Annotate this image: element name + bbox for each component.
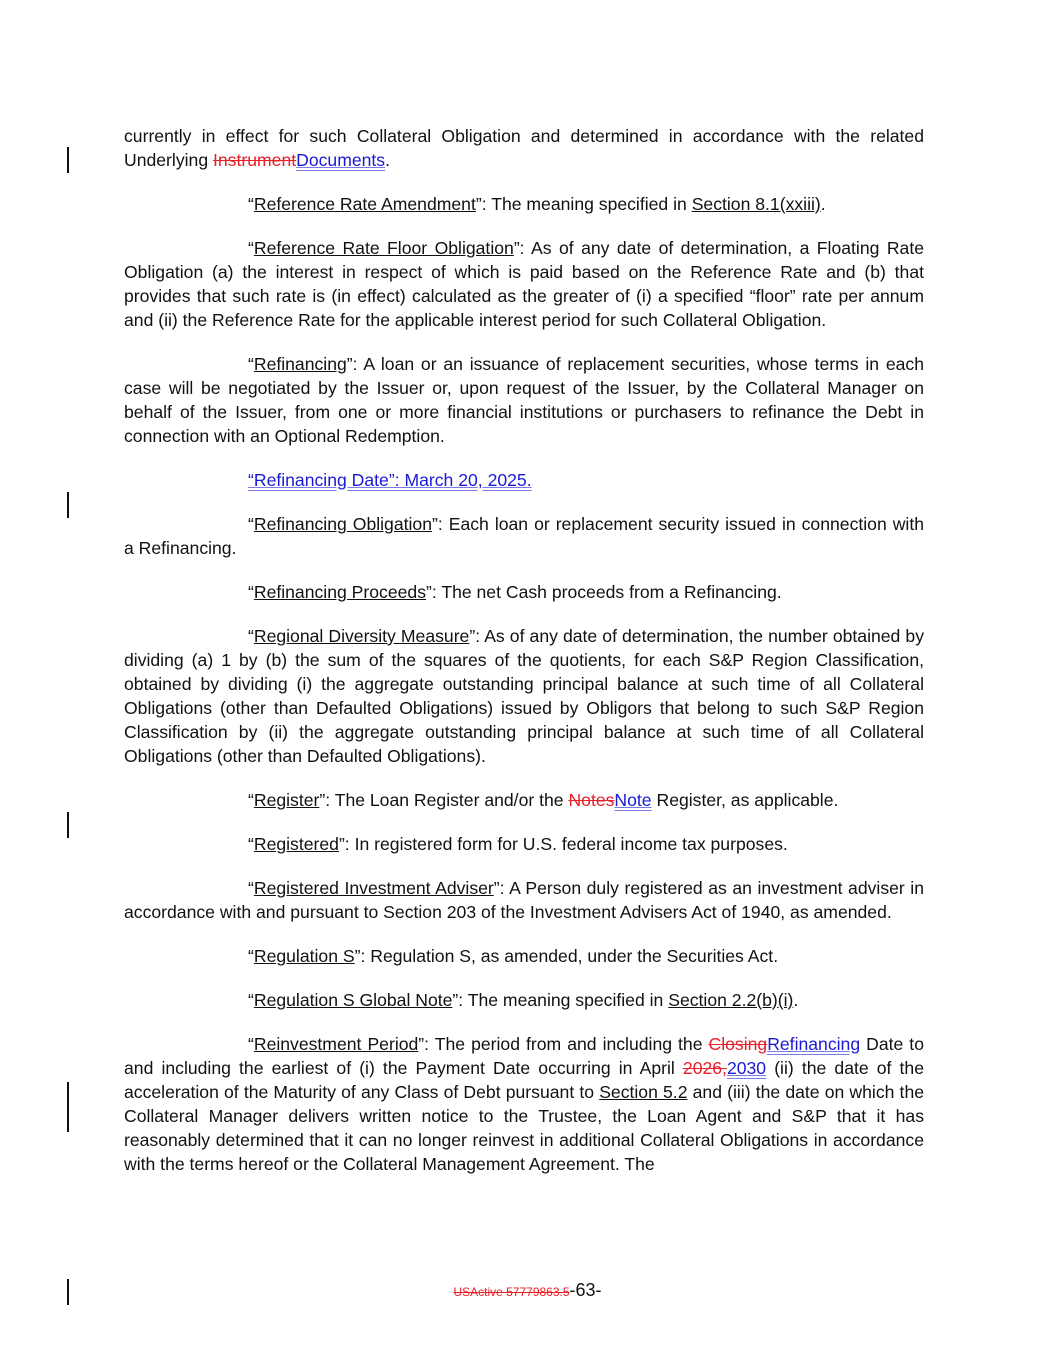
change-bar: [67, 492, 69, 518]
text: “: [248, 834, 254, 854]
definition-refinancing-obligation: [124, 512, 924, 560]
change-bar: [67, 147, 69, 173]
defined-term: Registered Investment Adviser: [253, 878, 494, 898]
definition-refinancing: [124, 352, 924, 448]
text: “: [248, 238, 254, 258]
deleted-text: 2026,: [682, 1058, 727, 1078]
text: .: [820, 194, 826, 214]
text: “: [248, 626, 254, 646]
inserted-text: Refinancing: [767, 1034, 861, 1054]
text: “: [248, 1034, 254, 1054]
defined-term: Register: [253, 790, 320, 810]
change-bar: [67, 1082, 69, 1132]
text: .: [385, 150, 390, 170]
defined-term: Refinancing Proceeds: [253, 582, 426, 602]
paragraph: [124, 124, 924, 172]
text: ”: In registered form for U.S. federal income tax purposes.: [338, 834, 788, 854]
text: .: [793, 990, 799, 1010]
definition-refinancing-proceeds: [124, 580, 924, 604]
defined-term: Reinvestment Period: [253, 1034, 419, 1054]
change-bar: [67, 812, 69, 838]
text: (ii) the date of the acceleration of the Maturity of any Class of Debt pursuant to: [124, 1058, 925, 1102]
text: ”: The net Cash proceeds from a Refinancing.: [426, 582, 782, 602]
defined-term: Regional Diversity Measure: [253, 626, 470, 646]
text: ”: A Person duly registered as an investment adviser in accordance with and pursuant to Section 203 of the Investment Advisers Act of 1940, as amended.: [124, 878, 924, 922]
text: “: [248, 514, 254, 534]
page-number: -63-: [569, 1280, 602, 1300]
text: ”: The period from and including the: [418, 1034, 709, 1054]
text: “: [248, 878, 254, 898]
text: ”: The meaning specified in: [475, 194, 692, 214]
inserted-text: “Refinancing Date”: March 20, 2025.: [248, 470, 532, 490]
definition-registered-investment-adviser: [124, 876, 924, 924]
definition-reinvestment-period: [124, 1032, 924, 1176]
text: “: [248, 946, 254, 966]
definition-reference-rate-amendment: [124, 192, 924, 216]
text: and (iii) the date on which the Collateral Manager delivers written notice to the Trustee, the Loan Agent and S&P that it has reasonably determined that it can no longer reinvest in additional Collateral Obligations in accordance with the terms hereof or the Collateral Management Agreement. The: [124, 1082, 925, 1174]
defined-term: Refinancing Obligation: [253, 514, 432, 534]
defined-term: Regulation S: [253, 946, 355, 966]
definition-regulation-s-global-note: [124, 988, 924, 1012]
defined-term: Registered: [253, 834, 339, 854]
text: ”: The Loan Register and/or the: [319, 790, 569, 810]
definition-reference-rate-floor-obligation: [124, 236, 924, 332]
definition-register: [124, 788, 924, 812]
text: “: [248, 354, 254, 374]
text: ”: Regulation S, as amended, under the Securities Act.: [354, 946, 779, 966]
text: “: [248, 194, 254, 214]
text: “: [248, 790, 254, 810]
section-reference: Section 5.2: [599, 1082, 688, 1102]
definition-refinancing-date: [124, 468, 924, 492]
inserted-text: Note: [614, 790, 652, 810]
defined-term: Reference Rate Floor Obligation: [253, 238, 514, 258]
text: ”: A loan or an issuance of replacement securities, whose terms in each case will be negotiated by the Issuer or, upon request of the Issuer, by the Collateral Manager on behalf of the Issuer, from one or more financial institutions or purchasers to refinance the Debt in connection with an Optional Redemption.: [124, 354, 924, 446]
document-page: [124, 124, 924, 1196]
text: currently in effect for such Collateral Obligation and determined in accordance with the related Underlying: [124, 126, 924, 170]
text: “: [248, 990, 254, 1010]
text: “: [248, 582, 254, 602]
defined-term: Regulation S Global Note: [253, 990, 453, 1010]
deleted-text: Notes: [568, 790, 615, 810]
deleted-text: Closing: [708, 1034, 768, 1054]
text: ”: The meaning specified in: [452, 990, 669, 1010]
definition-regional-diversity-measure: [124, 624, 924, 768]
deleted-doc-id: USActive 57779863.5: [453, 1285, 570, 1299]
text: ”: As of any date of determination, the number obtained by dividing (a) 1 by (b) the sum of the squares of the quotients, for each S&P Region Classification, obtained by dividing (i) the aggregate outstanding principal balance at such time of all Collateral Obligations (other than Defaulted Obligations) issued by Obligors that belong to such S&P Region Classification by (ii) the aggregate outstanding principal balance at such time of all Collateral Obligations (other than Defaulted Obligations).: [124, 626, 924, 766]
defined-term: Refinancing: [253, 354, 347, 374]
definition-registered: [124, 832, 924, 856]
deleted-text: Instrument: [213, 150, 297, 170]
definition-regulation-s: [124, 944, 924, 968]
inserted-text: 2030: [726, 1058, 767, 1078]
inserted-text: Documents: [296, 150, 386, 170]
page-footer: [0, 1280, 1055, 1301]
text: Register, as applicable.: [651, 790, 839, 810]
section-reference: Section 8.1(xxiii): [691, 194, 821, 214]
section-reference: Section 2.2(b)(i): [668, 990, 794, 1010]
defined-term: Reference Rate Amendment: [253, 194, 476, 214]
text: ”: Each loan or replacement security issued in connection with a Refinancing.: [124, 514, 925, 558]
text: Date to and including the earliest of (i) the Payment Date occurring in April: [124, 1034, 924, 1078]
text: ”: As of any date of determination, a Floating Rate Obligation (a) the interest in respect of which is paid based on the Reference Rate and (b) that provides that such rate is (in effect) calculated as the greater of (i) a specified “floor” rate per annum and (ii) the Reference Rate for the applicable interest period for such Collateral Obligation.: [124, 238, 924, 330]
